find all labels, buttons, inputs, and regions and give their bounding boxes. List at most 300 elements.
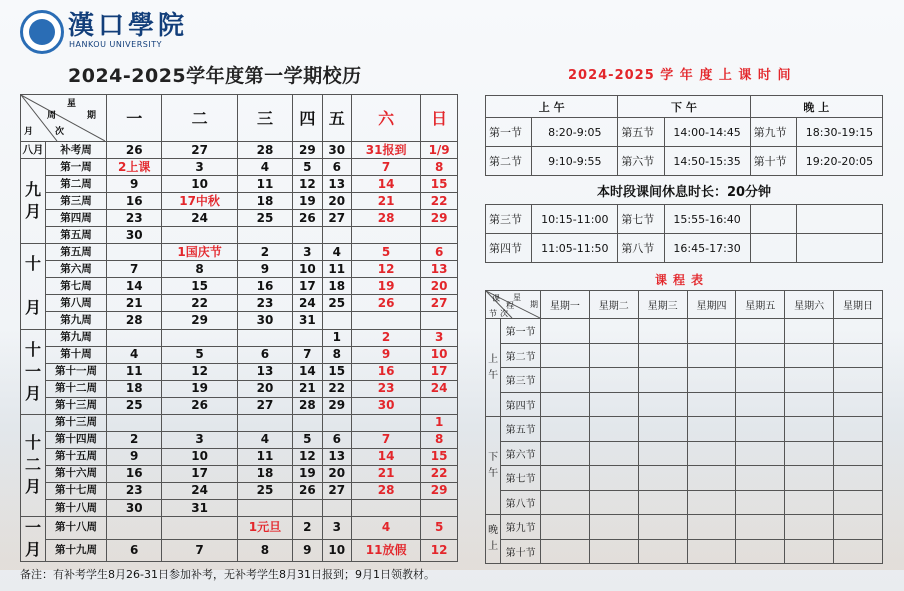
- schedule-cell[interactable]: [834, 466, 883, 491]
- schedule-cell[interactable]: [785, 319, 834, 344]
- date-cell: 11: [237, 176, 292, 193]
- date-cell: 6: [237, 346, 292, 363]
- date-cell: 10: [322, 539, 351, 562]
- date-cell: 10: [421, 346, 458, 363]
- week-label: 第十八周: [46, 499, 107, 516]
- calendar-row: [21, 227, 458, 244]
- date-cell: 28: [351, 210, 420, 227]
- period-label: 第八节: [618, 234, 664, 263]
- date-cell: 7: [293, 346, 322, 363]
- date-cell: 24: [421, 380, 458, 397]
- date-cell: 2: [293, 517, 322, 540]
- date-cell: [293, 227, 322, 244]
- week-label: 第三周: [46, 193, 107, 210]
- schedule-cell[interactable]: [541, 490, 590, 515]
- date-cell: 11: [322, 261, 351, 278]
- schedule-cell[interactable]: [687, 490, 736, 515]
- schedule-cell[interactable]: [687, 466, 736, 491]
- date-cell: 29: [293, 142, 322, 159]
- sched-corner-qi: 期: [530, 300, 538, 309]
- date-cell: [421, 312, 458, 329]
- break-note: 本时段课间休息时长：20分钟: [486, 176, 883, 205]
- schedule-cell[interactable]: [638, 368, 687, 393]
- schedule-cell[interactable]: [687, 441, 736, 466]
- date-cell: 13: [322, 448, 351, 465]
- date-cell: 13: [237, 363, 292, 380]
- schedule-cell[interactable]: [687, 319, 736, 344]
- schedule-row: [486, 490, 883, 515]
- date-cell: 26: [107, 142, 162, 159]
- morning-header: 上 午: [486, 96, 618, 118]
- date-cell: 28: [237, 142, 292, 159]
- month-label: 九 月: [21, 159, 46, 244]
- calendar-row: [21, 346, 458, 363]
- schedule-cell[interactable]: [834, 392, 883, 417]
- calendar-row: [21, 295, 458, 312]
- schedule-group-label: 上 午: [486, 319, 501, 417]
- schedule-cell[interactable]: [736, 466, 785, 491]
- calendar-corner-header: [21, 95, 107, 142]
- calendar-row: [21, 448, 458, 465]
- period-label: 第五节: [618, 118, 664, 147]
- date-cell: 9: [351, 346, 420, 363]
- course-schedule-table: [485, 290, 883, 564]
- week-label: 第十五周: [46, 448, 107, 465]
- date-cell: 19: [293, 465, 322, 482]
- date-cell: 30: [237, 312, 292, 329]
- date-cell: 19: [351, 278, 420, 295]
- date-cell: 10: [162, 448, 237, 465]
- date-cell: 1国庆节: [162, 244, 237, 261]
- schedule-cell[interactable]: [834, 441, 883, 466]
- date-cell: 5: [293, 159, 322, 176]
- week-label: 第二周: [46, 176, 107, 193]
- date-cell: 16: [107, 193, 162, 210]
- sched-day-tue: 星期二: [589, 291, 638, 319]
- sched-day-mon: 星期一: [541, 291, 590, 319]
- schedule-cell[interactable]: [541, 539, 590, 564]
- date-cell: 16: [107, 465, 162, 482]
- schedule-cell[interactable]: [687, 539, 736, 564]
- period-time: 9:10-9:55: [532, 147, 618, 176]
- date-cell: 17: [421, 363, 458, 380]
- date-cell: [162, 517, 237, 540]
- date-cell: [293, 329, 322, 346]
- date-cell: 6: [322, 431, 351, 448]
- schedule-cell[interactable]: [736, 515, 785, 540]
- schedule-cell[interactable]: [785, 539, 834, 564]
- schedule-cell[interactable]: [687, 417, 736, 442]
- calendar-row: [21, 482, 458, 499]
- sched-day-wed: 星期三: [638, 291, 687, 319]
- period-time: [796, 234, 882, 263]
- schedule-cell[interactable]: [638, 392, 687, 417]
- calendar-row: [21, 142, 458, 159]
- day-header-sun: 日: [421, 95, 458, 142]
- week-label: 第五周: [46, 227, 107, 244]
- date-cell: [107, 329, 162, 346]
- period-label: [750, 205, 796, 234]
- schedule-row: [486, 343, 883, 368]
- date-cell: 12: [351, 261, 420, 278]
- period-time: 18:30-19:15: [796, 118, 882, 147]
- calendar-row: [21, 176, 458, 193]
- sched-corner-ci: 次: [500, 309, 508, 318]
- schedule-cell[interactable]: [785, 515, 834, 540]
- date-cell: 7: [162, 539, 237, 562]
- date-cell: 3: [162, 159, 237, 176]
- date-cell: 23: [107, 210, 162, 227]
- date-cell: 22: [421, 193, 458, 210]
- date-cell: 4: [237, 159, 292, 176]
- date-cell: [237, 414, 292, 431]
- class-time-row: [486, 147, 883, 176]
- date-cell: [237, 499, 292, 516]
- schedule-cell[interactable]: [589, 319, 638, 344]
- calendar-row: [21, 380, 458, 397]
- schedule-cell[interactable]: [638, 319, 687, 344]
- class-times-title: 2024-2025 学 年 度 上 课 时 间: [568, 68, 792, 83]
- date-cell: 11: [237, 448, 292, 465]
- date-cell: 8: [421, 431, 458, 448]
- date-cell: 16: [237, 278, 292, 295]
- schedule-period-label: 第七节: [501, 466, 541, 491]
- week-label: 第六周: [46, 261, 107, 278]
- date-cell: 22: [162, 295, 237, 312]
- calendar-row: [21, 261, 458, 278]
- week-label: 第十一周: [46, 363, 107, 380]
- date-cell: 29: [322, 397, 351, 414]
- month-label: 十 二 月: [21, 414, 46, 516]
- schedule-cell[interactable]: [541, 368, 590, 393]
- schedule-row: [486, 319, 883, 344]
- date-cell: 9: [237, 261, 292, 278]
- date-cell: 25: [322, 295, 351, 312]
- period-time: 11:05-11:50: [532, 234, 618, 263]
- week-label: 第七周: [46, 278, 107, 295]
- week-label: 第五周: [46, 244, 107, 261]
- corner-qi: 期: [87, 111, 97, 121]
- schedule-cell[interactable]: [834, 515, 883, 540]
- calendar-row: [21, 329, 458, 346]
- date-cell: 1: [322, 329, 351, 346]
- date-cell: 27: [162, 142, 237, 159]
- schedule-period-label: 第六节: [501, 441, 541, 466]
- week-label: 第十三周: [46, 397, 107, 414]
- date-cell: 27: [322, 482, 351, 499]
- date-cell: [351, 227, 420, 244]
- calendar-row: [21, 210, 458, 227]
- date-cell: 27: [421, 295, 458, 312]
- date-cell: 3: [162, 431, 237, 448]
- schedule-cell[interactable]: [687, 368, 736, 393]
- schedule-cell[interactable]: [589, 441, 638, 466]
- calendar-row: [21, 193, 458, 210]
- schedule-period-label: 第二节: [501, 343, 541, 368]
- schedule-cell[interactable]: [687, 392, 736, 417]
- date-cell: 6: [421, 244, 458, 261]
- schedule-cell[interactable]: [541, 441, 590, 466]
- date-cell: 21: [351, 193, 420, 210]
- period-label: 第七节: [618, 205, 664, 234]
- date-cell: 15: [421, 176, 458, 193]
- date-cell: 26: [293, 482, 322, 499]
- date-cell: 7: [351, 431, 420, 448]
- schedule-cell[interactable]: [834, 319, 883, 344]
- date-cell: 24: [162, 482, 237, 499]
- date-cell: [162, 329, 237, 346]
- date-cell: 16: [351, 363, 420, 380]
- week-label: 第十九周: [46, 539, 107, 562]
- date-cell: [322, 414, 351, 431]
- schedule-cell[interactable]: [785, 343, 834, 368]
- calendar-row: [21, 278, 458, 295]
- schedule-cell[interactable]: [736, 319, 785, 344]
- schedule-period-label: 第十节: [501, 539, 541, 564]
- date-cell: 12: [293, 176, 322, 193]
- week-label: 第十周: [46, 346, 107, 363]
- schedule-cell[interactable]: [541, 319, 590, 344]
- date-cell: 9: [107, 448, 162, 465]
- footnote: 备注：有补考学生8月26-31日参加补考，无补考学生8月31日报到；9月1日领教材。: [20, 568, 435, 581]
- afternoon-header: 下 午: [618, 96, 750, 118]
- date-cell: 20: [237, 380, 292, 397]
- logo-chinese-name: 漢口學院: [68, 11, 189, 41]
- date-cell: 5: [351, 244, 420, 261]
- corner-ci: 次: [55, 127, 65, 137]
- logo-english-name: HANKOU UNIVERSITY: [69, 40, 162, 49]
- schedule-cell[interactable]: [736, 368, 785, 393]
- calendar-row: [21, 414, 458, 431]
- schedule-cell[interactable]: [638, 343, 687, 368]
- schedule-cell[interactable]: [638, 441, 687, 466]
- date-cell: 13: [322, 176, 351, 193]
- schedule-cell[interactable]: [638, 417, 687, 442]
- schedule-cell[interactable]: [687, 515, 736, 540]
- date-cell: 23: [351, 380, 420, 397]
- date-cell: 26: [293, 210, 322, 227]
- date-cell: 12: [162, 363, 237, 380]
- period-label: 第四节: [486, 234, 532, 263]
- date-cell: 5: [162, 346, 237, 363]
- date-cell: 17: [293, 278, 322, 295]
- date-cell: 4: [237, 431, 292, 448]
- date-cell: 25: [237, 210, 292, 227]
- calendar-row: [21, 363, 458, 380]
- schedule-cell[interactable]: [736, 441, 785, 466]
- schedule-cell[interactable]: [736, 392, 785, 417]
- class-time-row: [486, 234, 883, 263]
- period-label: 第三节: [486, 205, 532, 234]
- date-cell: 25: [237, 482, 292, 499]
- date-cell: [162, 227, 237, 244]
- schedule-title: 课程表: [655, 273, 710, 287]
- date-cell: 23: [237, 295, 292, 312]
- schedule-cell[interactable]: [638, 539, 687, 564]
- schedule-cell[interactable]: [589, 490, 638, 515]
- calendar-row: [21, 465, 458, 482]
- schedule-row: [486, 392, 883, 417]
- date-cell: 7: [351, 159, 420, 176]
- schedule-cell[interactable]: [541, 466, 590, 491]
- date-cell: 26: [351, 295, 420, 312]
- date-cell: [421, 499, 458, 516]
- schedule-group-label: 下 午: [486, 417, 501, 515]
- date-cell: 28: [293, 397, 322, 414]
- sched-corner-ke: 课: [492, 294, 500, 303]
- schedule-cell[interactable]: [834, 343, 883, 368]
- schedule-period-label: 第三节: [501, 368, 541, 393]
- schedule-cell[interactable]: [736, 490, 785, 515]
- date-cell: 8: [237, 539, 292, 562]
- date-cell: 20: [322, 465, 351, 482]
- week-label: 第十七周: [46, 482, 107, 499]
- schedule-cell[interactable]: [589, 539, 638, 564]
- schedule-cell[interactable]: [834, 368, 883, 393]
- schedule-cell[interactable]: [589, 368, 638, 393]
- date-cell: 20: [421, 278, 458, 295]
- period-label: 第十节: [750, 147, 796, 176]
- week-label: 第十二周: [46, 380, 107, 397]
- date-cell: 25: [107, 397, 162, 414]
- week-label: 第九周: [46, 329, 107, 346]
- schedule-cell[interactable]: [589, 392, 638, 417]
- calendar-row: [21, 244, 458, 261]
- date-cell: 2: [237, 244, 292, 261]
- schedule-cell[interactable]: [834, 490, 883, 515]
- schedule-cell[interactable]: [589, 343, 638, 368]
- date-cell: 11放假: [351, 539, 420, 562]
- schedule-period-label: 第五节: [501, 417, 541, 442]
- date-cell: [237, 329, 292, 346]
- date-cell: 4: [107, 346, 162, 363]
- date-cell: [351, 312, 420, 329]
- date-cell: 22: [421, 465, 458, 482]
- date-cell: [107, 244, 162, 261]
- schedule-cell[interactable]: [785, 392, 834, 417]
- corner-yue: 月: [24, 127, 34, 137]
- sched-day-thu: 星期四: [687, 291, 736, 319]
- date-cell: 21: [107, 295, 162, 312]
- week-label: 第一周: [46, 159, 107, 176]
- date-cell: 28: [351, 482, 420, 499]
- schedule-cell[interactable]: [541, 515, 590, 540]
- sched-day-fri: 星期五: [736, 291, 785, 319]
- schedule-cell[interactable]: [736, 539, 785, 564]
- schedule-cell[interactable]: [785, 466, 834, 491]
- schedule-cell[interactable]: [785, 441, 834, 466]
- week-label: 第十三周: [46, 414, 107, 431]
- schedule-cell[interactable]: [589, 515, 638, 540]
- schedule-cell[interactable]: [785, 368, 834, 393]
- date-cell: 21: [351, 465, 420, 482]
- schedule-period-label: 第八节: [501, 490, 541, 515]
- month-label: 一 月: [21, 517, 46, 562]
- schedule-cell[interactable]: [638, 466, 687, 491]
- schedule-cell[interactable]: [541, 392, 590, 417]
- period-time: 19:20-20:05: [796, 147, 882, 176]
- schedule-cell[interactable]: [785, 490, 834, 515]
- date-cell: [162, 414, 237, 431]
- date-cell: 21: [293, 380, 322, 397]
- period-label: 第二节: [486, 147, 532, 176]
- schedule-cell[interactable]: [834, 539, 883, 564]
- date-cell: [293, 499, 322, 516]
- schedule-row: [486, 515, 883, 540]
- class-time-row: [486, 118, 883, 147]
- corner-xing: 星: [67, 99, 77, 109]
- class-times-table: [485, 95, 883, 263]
- sched-day-sun: 星期日: [834, 291, 883, 319]
- week-label: 第四周: [46, 210, 107, 227]
- date-cell: 11: [107, 363, 162, 380]
- period-time: 15:55-16:40: [664, 205, 750, 234]
- calendar-row: [21, 517, 458, 540]
- date-cell: [293, 414, 322, 431]
- schedule-row: [486, 466, 883, 491]
- day-header-fri: 五: [322, 95, 351, 142]
- date-cell: 15: [322, 363, 351, 380]
- class-time-row: [486, 205, 883, 234]
- schedule-cell[interactable]: [589, 466, 638, 491]
- date-cell: 17: [162, 465, 237, 482]
- schedule-cell[interactable]: [541, 417, 590, 442]
- date-cell: 10: [162, 176, 237, 193]
- date-cell: 9: [293, 539, 322, 562]
- date-cell: 18: [322, 278, 351, 295]
- schedule-cell[interactable]: [687, 343, 736, 368]
- date-cell: 2: [351, 329, 420, 346]
- schedule-cell[interactable]: [736, 417, 785, 442]
- date-cell: 8: [162, 261, 237, 278]
- schedule-cell[interactable]: [736, 343, 785, 368]
- date-cell: 7: [107, 261, 162, 278]
- date-cell: 6: [107, 539, 162, 562]
- date-cell: 22: [322, 380, 351, 397]
- schedule-cell[interactable]: [834, 417, 883, 442]
- date-cell: 3: [322, 517, 351, 540]
- day-header-tue: 二: [162, 95, 237, 142]
- date-cell: 27: [237, 397, 292, 414]
- date-cell: [237, 227, 292, 244]
- week-label: 第八周: [46, 295, 107, 312]
- date-cell: 14: [351, 176, 420, 193]
- date-cell: [322, 312, 351, 329]
- schedule-cell[interactable]: [638, 490, 687, 515]
- date-cell: 1/9: [421, 142, 458, 159]
- day-header-thu: 四: [293, 95, 322, 142]
- date-cell: [421, 397, 458, 414]
- schedule-cell[interactable]: [785, 417, 834, 442]
- schedule-cell[interactable]: [638, 515, 687, 540]
- date-cell: [421, 227, 458, 244]
- calendar-row: [21, 539, 458, 562]
- schedule-cell[interactable]: [541, 343, 590, 368]
- date-cell: 3: [293, 244, 322, 261]
- schedule-period-label: 第九节: [501, 515, 541, 540]
- period-time: 16:45-17:30: [664, 234, 750, 263]
- schedule-row: [486, 368, 883, 393]
- week-label: 第九周: [46, 312, 107, 329]
- day-header-sat: 六: [351, 95, 420, 142]
- period-time: 10:15-11:00: [532, 205, 618, 234]
- date-cell: 28: [107, 312, 162, 329]
- schedule-corner-header: [486, 291, 541, 319]
- schedule-cell[interactable]: [589, 417, 638, 442]
- date-cell: 31报到: [351, 142, 420, 159]
- schedule-period-label: 第一节: [501, 319, 541, 344]
- date-cell: [107, 414, 162, 431]
